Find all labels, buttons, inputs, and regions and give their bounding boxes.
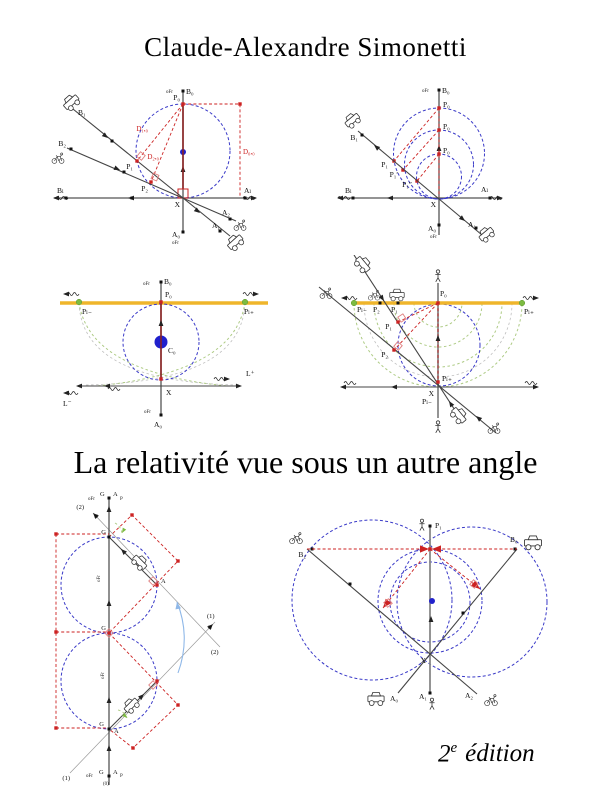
frame-origin-label: oFr [166, 90, 173, 95]
label-A1: A₁ [212, 221, 221, 230]
label-P0-small: P₀ [443, 146, 450, 155]
label-X: X [174, 200, 180, 209]
label-G-bottom-axis: G [99, 769, 104, 776]
label-A0: A₀ [427, 224, 436, 233]
label-A1: A₁ [418, 692, 427, 701]
photon-dot [242, 299, 248, 305]
edition-word: édition [465, 740, 535, 768]
label-BL: Bₗ [57, 186, 64, 195]
photon-dot [351, 300, 357, 306]
label-BL: Bₗ [345, 186, 352, 195]
label-P0-mid: P₀ [443, 122, 450, 131]
label-P2: P₂ [141, 184, 148, 193]
label-P2: P₂ [381, 350, 388, 359]
book-title: La relativité vue sous un autre angle [73, 444, 538, 480]
label-0-bottom: (0) [103, 782, 109, 787]
label-A-top-point: A [161, 578, 166, 585]
photon-dot [519, 300, 525, 306]
light-circle [398, 304, 480, 386]
red-diamond-bottom [109, 633, 180, 750]
label-A0: A₀ [390, 694, 399, 703]
car-icon [368, 692, 384, 705]
label-A2: A₂ [222, 208, 231, 217]
label-1-right: (1) [207, 613, 215, 620]
svg-text:oFr: oFr [101, 672, 106, 679]
label-P0: P₀ [173, 93, 180, 102]
green-arc [97, 302, 245, 386]
label-2-topleft: (2) [76, 504, 84, 511]
label-G-top-axis: G [100, 491, 105, 498]
red-construction [389, 106, 440, 197]
diagram-two-observers-one-circle [20, 85, 300, 255]
label-X: X [428, 389, 434, 398]
label-C0: C₀ [168, 346, 176, 355]
label-B1: B₁ [78, 108, 86, 117]
x-axis [53, 196, 257, 201]
photon-wiggle-icon [108, 388, 120, 391]
label-B1: B₁ [350, 133, 358, 142]
diagram-light-line-observers [310, 255, 610, 451]
person-icon [435, 270, 440, 282]
label-G-mid: G [101, 625, 106, 632]
diagram-stacked-circles [30, 490, 270, 792]
frame-origin-label: oFr [144, 410, 151, 415]
label-A1: A₁ [468, 220, 477, 229]
car-icon [476, 225, 496, 244]
label-A2: A₂ [465, 691, 474, 700]
label-D00: D₀,₀ [243, 148, 255, 156]
label-PL-minus: Pₗ₋ [82, 307, 92, 316]
x-axis [337, 196, 503, 201]
diagram-nested-circles [330, 85, 600, 255]
label-P1: P₁ [385, 322, 392, 331]
diagram-double-circles [270, 500, 605, 745]
green-arc [79, 302, 227, 386]
label-G-top: G [101, 529, 106, 536]
label-A0: A₀ [171, 230, 180, 239]
frame-origin-label: oFr [422, 89, 429, 94]
label-B0: B₀ [164, 277, 172, 286]
car-icon [390, 289, 404, 301]
label-L-minus: L⁻ [63, 399, 72, 408]
label-B0: B₀ [186, 87, 194, 96]
label-P1-prime: P₁′ [389, 170, 398, 179]
label-PL-minus: Pₗ₋ [357, 305, 367, 314]
red-simultaneity [307, 545, 517, 610]
bicycle-icon [52, 153, 64, 163]
label-P1-second: P₁″ [402, 180, 412, 189]
bicycle-icon [485, 695, 498, 706]
bicycle-icon [234, 220, 246, 230]
observer-line-car [368, 536, 542, 706]
label-PL-plus: Pₗ₊ [524, 307, 534, 316]
frame-origin-label: oFr [143, 282, 150, 287]
edition-sup: e [450, 740, 458, 756]
edition-note [438, 740, 535, 768]
label-P1: P₁ [126, 162, 133, 171]
frame-origin-label: oFr [88, 497, 95, 502]
label-A-bottom-axis: A [113, 769, 118, 776]
label-P1-line: P₁ [391, 305, 398, 314]
car-icon [524, 536, 541, 550]
label-PL-plus: Pₗ₊ [244, 307, 254, 316]
faint-lines [70, 511, 220, 773]
label-AL: Aₗ [244, 186, 252, 195]
rotation-arc [177, 602, 184, 673]
light-circle-right [397, 527, 547, 677]
distance-construction [137, 102, 242, 198]
label-PL-plus-X: Pₗ₊ [442, 374, 452, 383]
label-PL-minus-X: Pₗ₋ [422, 397, 432, 406]
svg-text:oFr: oFr [97, 575, 102, 582]
label-P-top-axis: P [120, 497, 123, 502]
person-icon [429, 698, 434, 709]
label-P0: P₀ [440, 289, 447, 298]
label-A0: A₀ [154, 420, 163, 429]
label-X: X [166, 388, 172, 397]
photon-wiggle-icon [525, 382, 537, 385]
label-P1: P₁ [435, 521, 442, 530]
label-A-bottom: A [114, 728, 119, 735]
label-A-top-axis: A [113, 491, 118, 498]
label-B2: B₂ [58, 139, 66, 148]
person-icon [419, 519, 424, 530]
label-X: X [430, 200, 436, 209]
label-2-right: (2) [211, 649, 219, 656]
red-diamond-top [109, 513, 180, 633]
observer-line-car [353, 255, 469, 426]
label-1-bottomleft: (1) [62, 775, 70, 782]
author-name: Claude-Alexandre Simonetti [144, 32, 467, 62]
bicycle-icon [290, 533, 303, 544]
frame-origin-label: oFr [172, 241, 179, 246]
person-icon [435, 421, 440, 433]
label-D20: D₂,₀ [147, 153, 159, 161]
label-B2: B₂ [298, 550, 306, 559]
label-B0: B₀ [442, 86, 450, 95]
label-L-plus: L⁺ [246, 369, 255, 378]
frame-origin-label: oFr [430, 235, 437, 240]
center-dot [429, 598, 435, 604]
label-X: X [420, 656, 426, 665]
y-axis [107, 497, 112, 786]
label-P2-line: P₂ [373, 305, 380, 314]
photon-wiggle-icon [344, 382, 356, 385]
label-P0: P₀ [165, 290, 172, 299]
edition-number: 2 [438, 740, 451, 768]
label-G-bottom: G [99, 721, 104, 728]
label-P0: P₀ [443, 100, 450, 109]
label-B0: B₀ [510, 535, 518, 544]
car-icon [342, 111, 362, 130]
label-AL: Aₗ [481, 185, 489, 194]
label-D10: D₁,₀ [136, 125, 148, 133]
car-icon [121, 695, 141, 715]
photon-dot [76, 299, 82, 305]
diagram-light-line-circle [30, 260, 300, 442]
label-P1: P₁ [381, 160, 388, 169]
label-P-bottom-axis: P [120, 774, 123, 779]
frame-origin-label: oFr [86, 774, 93, 779]
red-construction [392, 303, 440, 384]
